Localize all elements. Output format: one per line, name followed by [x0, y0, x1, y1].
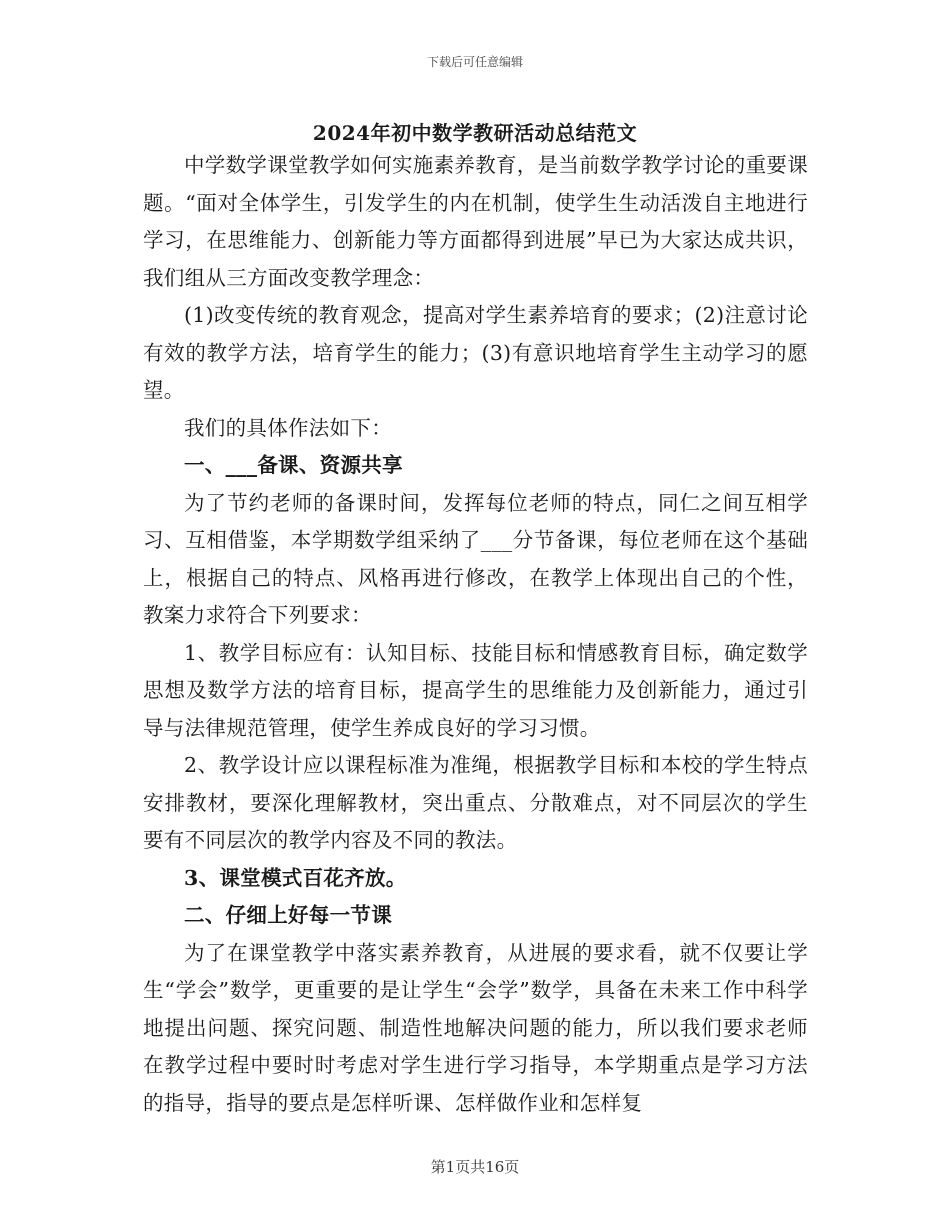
paragraph-item-3: 3、课堂模式百花齐放。 [184, 865, 407, 890]
paragraph-item-1: 1、教学目标应有：认知目标、技能目标和情感教育目标，确定数学思想及数学方法的培育目标，提高学生的思维能力及创新能力，通过引导与法律规范管理，使学生养成良好的学习习惯。 [143, 640, 808, 740]
document-body [143, 147, 808, 1122]
section-heading-1: 一、___备课、资源共享 [184, 453, 403, 477]
paragraph-teaching: 为了在课堂教学中落实素养教育，从进展的要求看，就不仅要让学生“学会”数学，更重要的是让学生“会学”数学，具备在未来工作中科学地提出问题、探究问题、制造性地解决问题的能力，所以我们要求老师在教学过程中要时时考虑对学生进行学习指导，本学期重点是学习方法的指导，指导的要点是怎样听课、怎样做作业和怎样复 [143, 940, 808, 1115]
document-title: 2024年初中数学教研活动总结范文 [312, 121, 638, 145]
paragraph-three-points: (1)改变传统的教育观念，提高对学生素养培育的要求；(2)注意讨论有效的教学方法，培育学生的能力；(3)有意识地培育学生主动学习的愿望。 [143, 303, 808, 402]
page-header: 下载后可任意编辑 [426, 55, 523, 69]
paragraph-lesson-prep: 为了节约老师的备课时间，发挥每位老师的特点，同仁之间互相学习、互相借鉴，本学期数学组采纳了___分节备课，每位老师在这个基础上，根据自己的特点、风格再进行修改，在教学上体现出自己的个性，教案力求符合下列要求： [143, 490, 808, 627]
section-heading-2: 二、仔细上好每一节课 [184, 903, 392, 927]
paragraph-item-2: 2、教学设计应以课程标准为准绳，根据教学目标和本校的学生特点安排教材，要深化理解教材，突出重点、分散难点，对不同层次的学生要有不同层次的教学内容及不同的教法。 [143, 753, 808, 852]
paragraph-methods-intro: 我们的具体作法如下： [184, 415, 392, 440]
paragraph-intro: 中学数学课堂教学如何实施素养教育，是当前数学教学讨论的重要课题。“面对全体学生，引发学生的内在机制，使学生生动活泼自主地进行学习，在思维能力、创新能力等方面都得到进展”早已为大家达成共识，我们组从三方面改变教学理念： [143, 153, 808, 290]
page-footer: 第1页共16页 [430, 1158, 520, 1176]
